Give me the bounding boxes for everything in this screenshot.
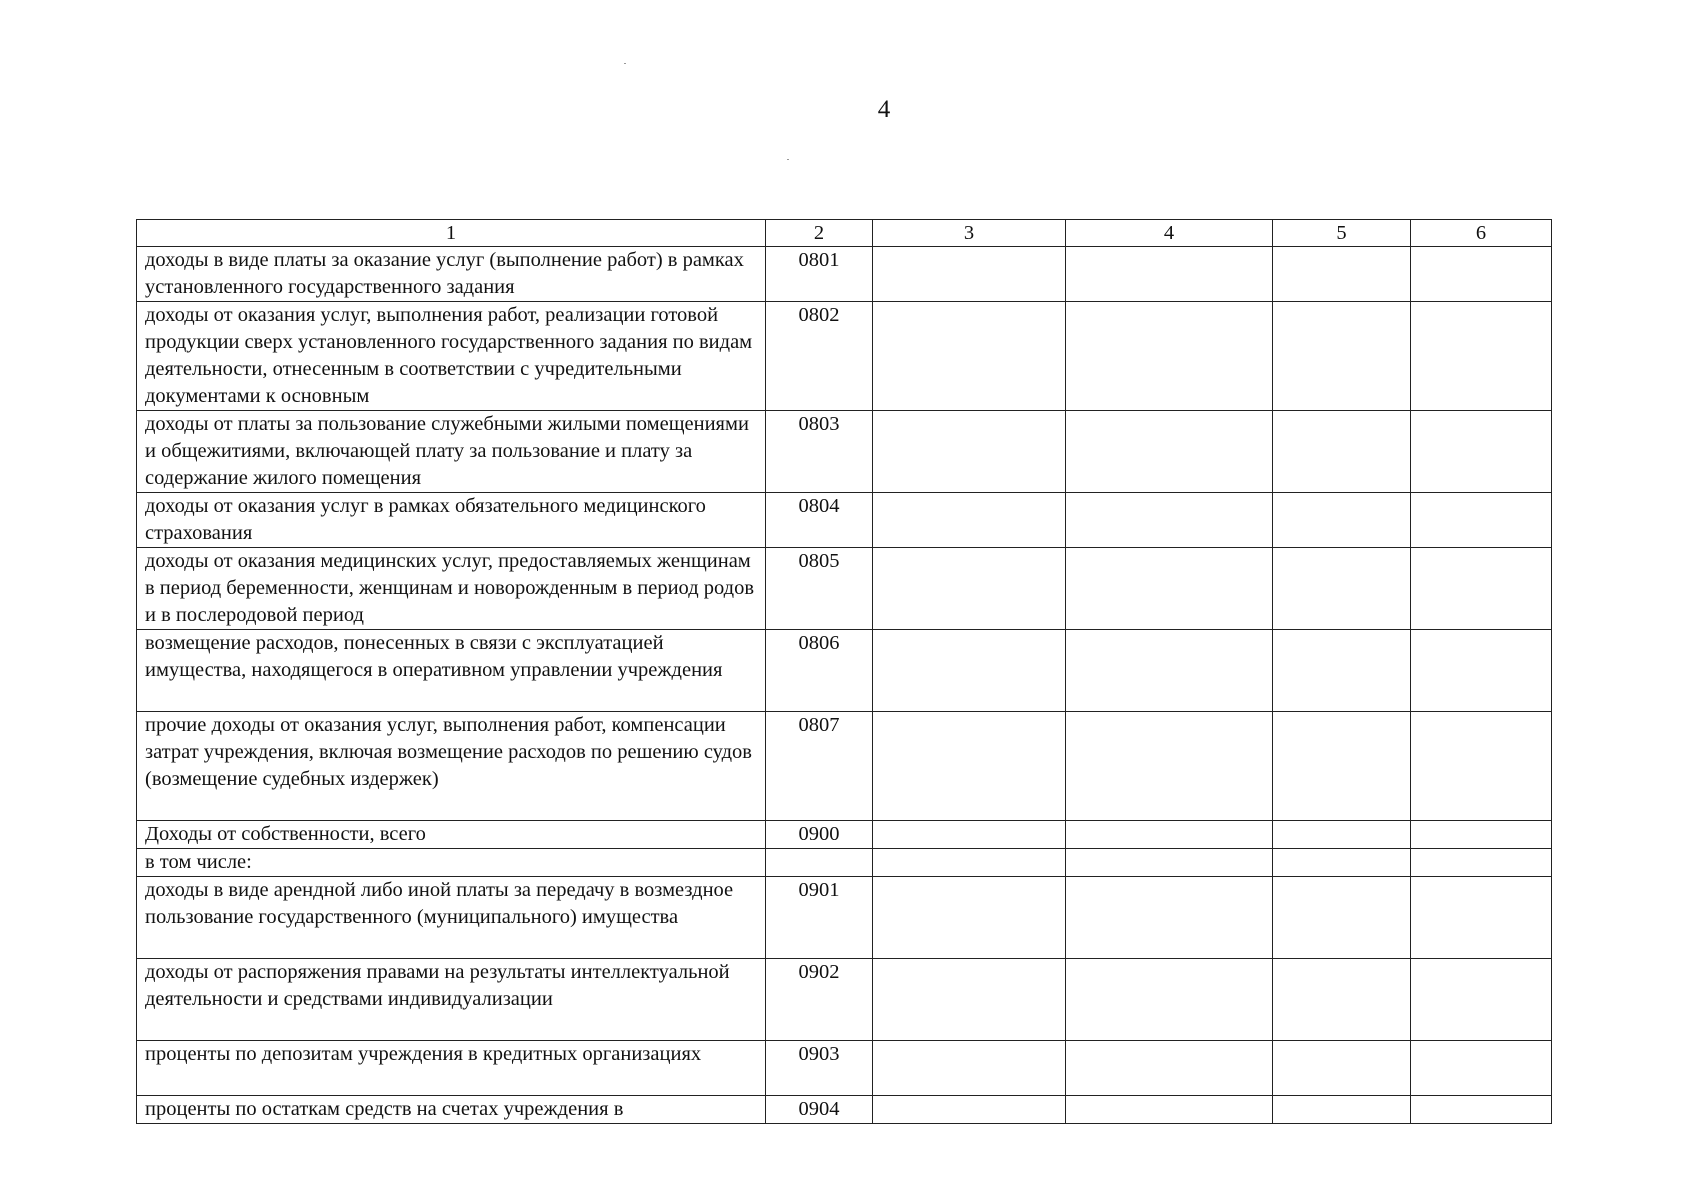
row-description: доходы в виде платы за оказание услуг (выполнение работ) в рамках установленного государственного задания bbox=[137, 247, 766, 302]
row-code: 0902 bbox=[766, 959, 873, 1041]
table-row bbox=[137, 821, 1552, 849]
table-row bbox=[137, 1096, 1552, 1124]
empty-cell bbox=[1273, 1096, 1411, 1124]
row-code: 0804 bbox=[766, 493, 873, 548]
empty-cell bbox=[1411, 821, 1552, 849]
row-description: доходы в виде арендной либо иной платы за передачу в возмездное пользование государственного (муниципального) имущества bbox=[137, 877, 766, 959]
row-description: Доходы от собственности, всего bbox=[137, 821, 766, 849]
empty-cell bbox=[1411, 493, 1552, 548]
empty-cell bbox=[1273, 959, 1411, 1041]
table-row bbox=[137, 411, 1552, 493]
row-code: 0903 bbox=[766, 1041, 873, 1096]
row-code: 0806 bbox=[766, 630, 873, 712]
empty-cell bbox=[873, 247, 1066, 302]
scan-speck bbox=[624, 63, 626, 64]
empty-cell bbox=[873, 821, 1066, 849]
empty-cell bbox=[1411, 302, 1552, 411]
page-number: 4 bbox=[877, 96, 891, 123]
row-code: 0904 bbox=[766, 1096, 873, 1124]
empty-cell bbox=[1066, 1041, 1273, 1096]
empty-cell bbox=[1411, 1041, 1552, 1096]
row-code: 0805 bbox=[766, 548, 873, 630]
empty-cell bbox=[1411, 247, 1552, 302]
row-description: доходы от распоряжения правами на результаты интеллектуальной деятельности и средствами индивидуализации bbox=[137, 959, 766, 1041]
empty-cell bbox=[1411, 959, 1552, 1041]
empty-cell bbox=[1066, 877, 1273, 959]
table-row bbox=[137, 849, 1552, 877]
empty-cell bbox=[1411, 1096, 1552, 1124]
empty-cell bbox=[873, 493, 1066, 548]
empty-cell bbox=[1273, 411, 1411, 493]
empty-cell bbox=[873, 630, 1066, 712]
report-table bbox=[136, 219, 1552, 1124]
empty-cell bbox=[873, 411, 1066, 493]
empty-cell bbox=[1066, 1096, 1273, 1124]
empty-cell bbox=[1066, 630, 1273, 712]
header-row bbox=[137, 220, 1552, 247]
empty-cell bbox=[1273, 712, 1411, 821]
column-header-2: 2 bbox=[766, 220, 873, 247]
column-header-5: 5 bbox=[1273, 220, 1411, 247]
empty-cell bbox=[1066, 849, 1273, 877]
table-row bbox=[137, 630, 1552, 712]
empty-cell bbox=[1273, 630, 1411, 712]
row-description: доходы от оказания услуг в рамках обязательного медицинского страхования bbox=[137, 493, 766, 548]
empty-cell bbox=[1411, 411, 1552, 493]
column-header-6: 6 bbox=[1411, 220, 1552, 247]
table-row bbox=[137, 247, 1552, 302]
empty-cell bbox=[873, 1041, 1066, 1096]
scan-speck bbox=[787, 159, 789, 160]
row-description: проценты по остаткам средств на счетах учреждения в bbox=[137, 1096, 766, 1124]
empty-cell bbox=[1411, 548, 1552, 630]
row-description: возмещение расходов, понесенных в связи с эксплуатацией имущества, находящегося в оперативном управлении учреждения bbox=[137, 630, 766, 712]
row-code: 0802 bbox=[766, 302, 873, 411]
table-row bbox=[137, 959, 1552, 1041]
empty-cell bbox=[1411, 849, 1552, 877]
empty-cell bbox=[1273, 1041, 1411, 1096]
empty-cell bbox=[1273, 493, 1411, 548]
empty-cell bbox=[1273, 877, 1411, 959]
empty-cell bbox=[1411, 877, 1552, 959]
column-header-1: 1 bbox=[137, 220, 766, 247]
row-description: в том числе: bbox=[137, 849, 766, 877]
empty-cell bbox=[1066, 548, 1273, 630]
empty-cell bbox=[873, 1096, 1066, 1124]
empty-cell bbox=[1273, 849, 1411, 877]
empty-cell bbox=[873, 712, 1066, 821]
column-header-4: 4 bbox=[1066, 220, 1273, 247]
table-row bbox=[137, 1041, 1552, 1096]
empty-cell bbox=[873, 302, 1066, 411]
row-description: доходы от оказания медицинских услуг, предоставляемых женщинам в период беременности, женщинам и новорожденным в период родов и в послеродовой период bbox=[137, 548, 766, 630]
empty-cell bbox=[1066, 411, 1273, 493]
empty-cell bbox=[1273, 302, 1411, 411]
row-code: 0901 bbox=[766, 877, 873, 959]
empty-cell bbox=[1066, 493, 1273, 548]
row-code: 0807 bbox=[766, 712, 873, 821]
row-code: 0801 bbox=[766, 247, 873, 302]
empty-cell bbox=[1066, 821, 1273, 849]
row-description: доходы от платы за пользование служебными жилыми помещениями и общежитиями, включающей плату за пользование и плату за содержание жилого помещения bbox=[137, 411, 766, 493]
empty-cell bbox=[1411, 712, 1552, 821]
table-row bbox=[137, 712, 1552, 821]
row-description: проценты по депозитам учреждения в кредитных организациях bbox=[137, 1041, 766, 1096]
table-row bbox=[137, 877, 1552, 959]
empty-cell bbox=[1066, 247, 1273, 302]
empty-cell bbox=[1066, 712, 1273, 821]
empty-cell bbox=[1066, 959, 1273, 1041]
column-header-3: 3 bbox=[873, 220, 1066, 247]
table-row bbox=[137, 548, 1552, 630]
empty-cell bbox=[873, 548, 1066, 630]
row-code bbox=[766, 849, 873, 877]
empty-cell bbox=[1411, 630, 1552, 712]
empty-cell bbox=[873, 849, 1066, 877]
empty-cell bbox=[1273, 821, 1411, 849]
empty-cell bbox=[1066, 302, 1273, 411]
row-description: прочие доходы от оказания услуг, выполнения работ, компенсации затрат учреждения, включая возмещение расходов по решению судов (возмещение судебных издержек) bbox=[137, 712, 766, 821]
table-row bbox=[137, 302, 1552, 411]
empty-cell bbox=[1273, 247, 1411, 302]
empty-cell bbox=[1273, 548, 1411, 630]
empty-cell bbox=[873, 959, 1066, 1041]
row-code: 0900 bbox=[766, 821, 873, 849]
row-code: 0803 bbox=[766, 411, 873, 493]
row-description: доходы от оказания услуг, выполнения работ, реализации готовой продукции сверх установленного государственного задания по видам деятельности, отнесенным в соответствии с учредительными документами к основным bbox=[137, 302, 766, 411]
empty-cell bbox=[873, 877, 1066, 959]
table-row bbox=[137, 493, 1552, 548]
